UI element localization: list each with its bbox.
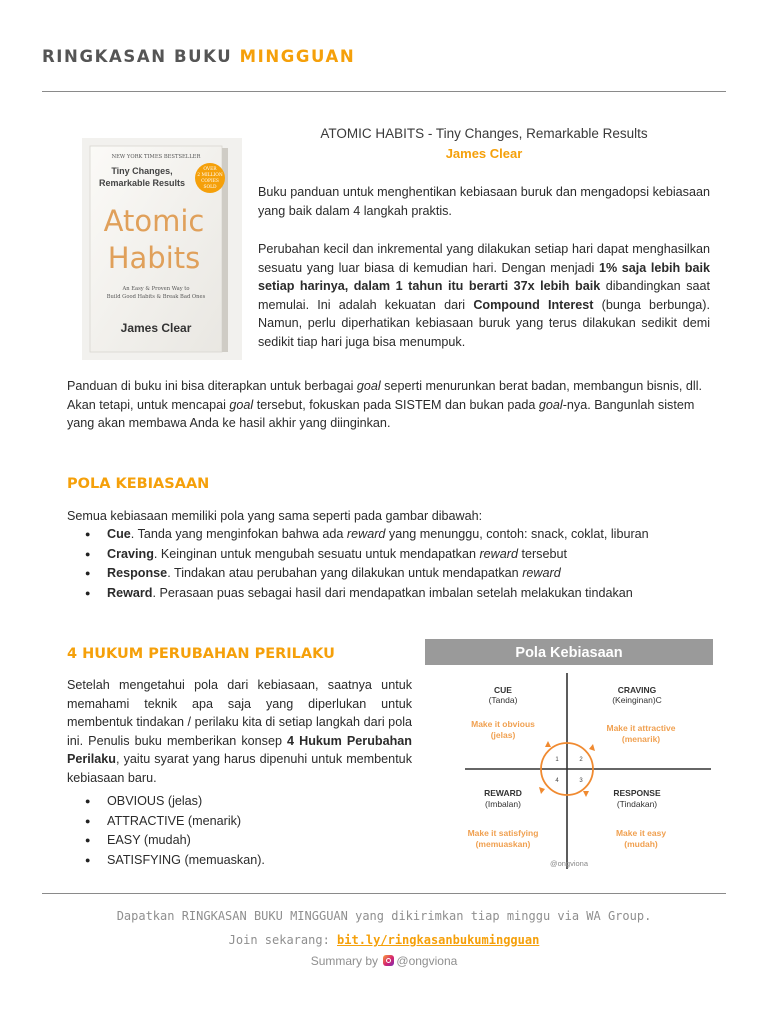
list-item [67,525,747,545]
diagram-step-1: 1 [555,757,559,763]
list-item: ● SATISFYING (memuaskan). [67,851,412,871]
intro-p3-em-c: goal [538,397,563,412]
footer-handle[interactable]: @ongviona [396,954,458,968]
book-heading [258,124,710,164]
diagram-title: Pola Kebiasaan [515,645,623,661]
diagram-arrow-icon [589,744,595,751]
cover-subtitle-2: Build Good Habits & Break Bad Ones [106,294,206,300]
hukum-paragraph [67,676,412,787]
pola-intro: Semua kebiasaan memiliki pola yang sama seperti pada gambar dibawah: [67,509,483,523]
diagram-reward-law: Make it satisfying [467,828,539,838]
diagram-reward-law-sub: (memuaskan) [475,839,531,849]
pola-text: . Perasaan puas sebagai hasil dari mendapatkan imbalan setelah melakukan tindakan [152,585,633,600]
intro-p2-text-b: dibandingkan saat memulai. Ini adalah kekuatan dari [258,279,711,312]
habit-loop-diagram [425,639,713,871]
intro-p3-em-a: goal [356,379,381,393]
cover-badge-3: COPIES [201,179,219,184]
cover-badge-2: 2 MILLION [197,173,223,178]
cover-badge-4: SOLD [203,185,217,190]
intro-p3-text-b: seperti menurunkan berat badan, membangun bisnis, dll. Akan tetapi, untuk mencapai [67,379,703,412]
section-title-hukum: 4 HUKUM PERUBAHAN PERILAKU [67,646,335,662]
intro-p2-text-c: (bunga berbunga). Namun, perlu diperhatikan kebiasaan buruk yang terus dilakukan sedikit demi sedikit tiap hari juga bisa menumpuk. [258,297,710,349]
diagram-step-3: 3 [579,778,583,784]
hukum-text-b: , yaitu syarat yang harus dipenuhi untuk membentuk kebiasaan baru. [67,752,412,785]
pola-em: reward [346,527,386,541]
list-item: ● EASY (mudah) [67,831,412,851]
pola-text: . Keinginan untuk mengubah sesuatu untuk mendapatkan [153,546,480,561]
diagram-arrow-icon [583,791,589,797]
header-divider [42,91,726,92]
footer-join [0,933,768,947]
diagram-reward-sub: (Imbalan) [485,799,521,809]
instagram-icon [383,955,394,966]
diagram-craving: CRAVING [617,685,657,695]
footer-promo-text: Dapatkan RINGKASAN BUKU MINGGUAN yang dikirimkan tiap minggu via WA Group. [116,909,652,923]
pola-list [67,525,747,603]
diagram-cue-law-sub: (jelas) [490,730,516,740]
diagram-step-2: 2 [579,757,583,763]
pola-text: . Tindakan atau perubahan yang dilakukan untuk mendapatkan [167,566,523,580]
diagram-response: RESPONSE [613,788,661,798]
footer-summary [0,954,768,968]
section-title-pola: POLA KEBIASAAN [67,476,210,492]
list-item [67,584,747,604]
cover-subtitle-1: An Easy & Proven Way to [122,286,190,292]
cover-title-2: Habits [107,241,201,275]
pola-term-reward: Reward [107,585,153,600]
diagram-arrow-icon [539,787,545,794]
cover-tagline-2: Remarkable Results [98,178,186,188]
pola-text: yang menunggu, contoh: snack, coklat, liburan [385,527,649,541]
footer-summary-label: Summary by [310,954,379,968]
diagram-credit: @ongviona [549,859,589,868]
footer-divider [42,893,726,894]
cover-tagline-1: Tiny Changes, [111,166,173,176]
list-item: ● ATTRACTIVE (menarik) [67,812,412,832]
diagram-cue: CUE [494,685,512,695]
diagram-response-law-sub: (mudah) [624,839,658,849]
diagram-arrow-icon [545,741,551,747]
pola-term-cue: Cue [107,527,131,541]
intro-p3-text-a: Panduan di buku ini bisa diterapkan untuk berbagai [67,379,357,393]
diagram-craving-law: Make it attractive [606,723,676,733]
pola-term-craving: Craving [107,546,154,561]
intro-p3-text-d: -nya. Bangunlah sistem yang akan membawa Anda ke hasil akhir yang diinginkan. [67,397,695,430]
list-item: ● OBVIOUS (jelas) [67,792,412,812]
pola-em: reward [479,546,518,561]
page-header-title [42,47,355,66]
intro-p3-em-b: goal [229,397,254,412]
header-title-accent: MINGGUAN [239,47,356,66]
diagram-cue-law: Make it obvious [471,719,535,729]
list-item [67,564,747,584]
cover-bestseller: NEW YORK TIMES BESTSELLER [111,154,201,160]
diagram-response-sub: (Tindakan) [616,799,658,809]
intro-paragraph-2 [258,240,710,351]
cover-author: James Clear [120,321,192,335]
intro-p2-bold-a: 1% saja lebih baik setiap harinya, dalam 1 tahun itu berarti 37x lebih baik [258,260,710,293]
hukum-text-a: Setelah mengetahui pola dari kebiasaan, saatnya untuk memahami teknik apa saja yang diperlukan untuk membentuk tindakan / perilaku kita di setiap langkah dari pola ini. Penulis buku memberikan konsep [67,678,412,748]
book-cover-image [82,138,242,360]
hukum-bold: 4 Hukum Perubahan Perilaku [67,733,412,766]
pola-term-response: Response [107,566,168,580]
intro-p3-text-c: tersebut, fokuskan pada SISTEM dan bukan pada [253,397,539,412]
intro-paragraph-3 [67,377,717,433]
hukum-list [67,792,412,870]
footer-link[interactable]: bit.ly/ringkasanbukumingguan [337,933,540,947]
diagram-cue-sub: (Tanda) [488,695,518,705]
pola-em: reward [522,566,561,580]
pola-text: . Tanda yang menginfokan bahwa ada [130,527,347,541]
diagram-step-4: 4 [555,778,559,784]
intro-p2-text-a: Perubahan kecil dan inkremental yang dilakukan setiap hari dapat menghasilkan sesuatu yang luar biasa di kemudian hari. Dengan menjadi [258,242,710,275]
diagram-craving-law-sub: (menarik) [621,734,661,744]
intro-p2-bold-b: Compound Interest [473,297,594,312]
diagram-craving-sub: (Keinginan)C [612,695,662,705]
footer-join-label: Join sekarang: [228,933,338,947]
book-author: James Clear [445,146,523,161]
diagram-reward: REWARD [484,788,522,798]
cover-title-1: Atomic [103,204,205,238]
diagram-response-law: Make it easy [615,828,667,838]
pola-text: tersebut [517,546,567,561]
header-title-part1: RINGKASAN BUKU [42,47,233,66]
book-title: ATOMIC HABITS - Tiny Changes, Remarkable Results [320,126,648,141]
list-item [67,545,747,565]
intro-paragraph-1: Buku panduan untuk menghentikan kebiasaan buruk dan mengadopsi kebiasaan yang baik dalam 4 langkah praktis. [258,185,710,218]
cover-badge-1: OVER [203,167,217,172]
